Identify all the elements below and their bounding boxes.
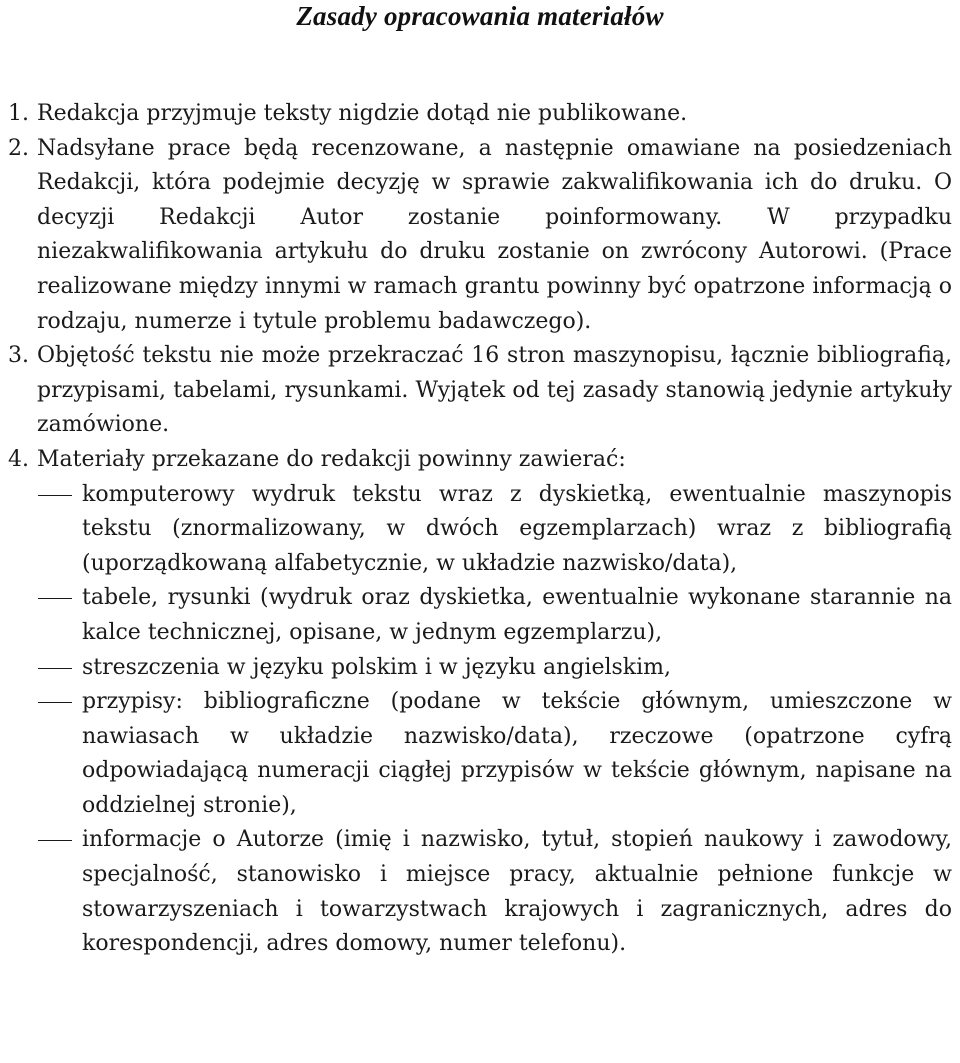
dash-bullet: [38, 668, 72, 669]
sublist-item-text: tabele, rysunki (wydruk oraz dyskietka, ewentualnie wykonane starannie na kalce technicznej, opisane, w jednym egzemplarzu),: [82, 585, 952, 645]
sublist-item: [8, 478, 952, 582]
list-item: [8, 97, 952, 132]
list-item: [8, 443, 952, 962]
sublist-item: [8, 581, 952, 650]
materials-sublist: [37, 478, 952, 962]
item-number: 2.: [8, 135, 29, 161]
sublist-item-text: przypisy: bibliograficzne (podane w tekście głównym, umieszczone w nawiasach w układzie nazwisko/data), rzeczowe (opatrzone cyfrą odpowiadającą numeracji ciągłej przypisów w tekście głównym, napisane na oddzielnej stronie),: [82, 689, 952, 818]
item-number: 4.: [8, 446, 29, 472]
dash-bullet: [38, 495, 72, 496]
dash-bullet: [38, 598, 72, 599]
sublist-item-text: informacje o Autorze (imię i nazwisko, tytuł, stopień naukowy i zawodowy, specjalność, stanowisko i miejsce pracy, aktualnie pełnione funkcje w stowarzyszeniach i towarzystwach krajowych i zagranicznych, adres do korespondencji, adres domowy, numer telefonu).: [82, 827, 952, 957]
sublist-item: [8, 651, 952, 686]
page-title: Zasady opracowania materiałów: [296, 1, 664, 31]
list-item: [8, 339, 952, 443]
sublist-item: [8, 823, 952, 961]
item-text: Redakcja przyjmuje teksty nigdzie dotąd nie publikowane.: [37, 101, 688, 126]
rules-list: [8, 97, 952, 962]
item-text: Materiały przekazane do redakcji powinny zawierać:: [37, 446, 626, 472]
item-text: Nadsyłane prace będą recenzowane, a następnie omawiane na posiedzeniach Redakcji, która podejmie decyzję w sprawie zakwalifikowania ich do druku. O decyzji Redakcji Autor zostanie poinformowany. W przypadku niezakwalifikowania artykułu do druku zostanie on zwrócony Autorowi. (Prace realizowane między innymi w ramach grantu powinny być opatrzone informacją o rodzaju, numerze i tytule problemu badawczego).: [37, 135, 952, 334]
sublist-item-text: streszczenia w języku polskim i w języku angielskim,: [82, 654, 672, 680]
list-item: [8, 132, 952, 340]
sublist-item-text: komputerowy wydruk tekstu wraz z dyskietką, ewentualnie maszynopis tekstu (znormalizowany, w dwóch egzemplarzach) wraz z bibliografią (uporządkowaną alfabetycznie, w układzie nazwisko/data),: [82, 481, 952, 576]
sublist-item: [8, 685, 952, 823]
item-text: Objętość tekstu nie może przekraczać 16 stron maszynopisu, łącznie bibliografią, przypisami, tabelami, rysunkami. Wyjątek od tej zasady stanowią jedynie artykuły zamówione.: [37, 343, 952, 438]
item-number: 3.: [8, 343, 29, 369]
dash-bullet: [38, 840, 72, 841]
item-number: 1.: [8, 101, 29, 126]
dash-bullet: [38, 702, 72, 703]
